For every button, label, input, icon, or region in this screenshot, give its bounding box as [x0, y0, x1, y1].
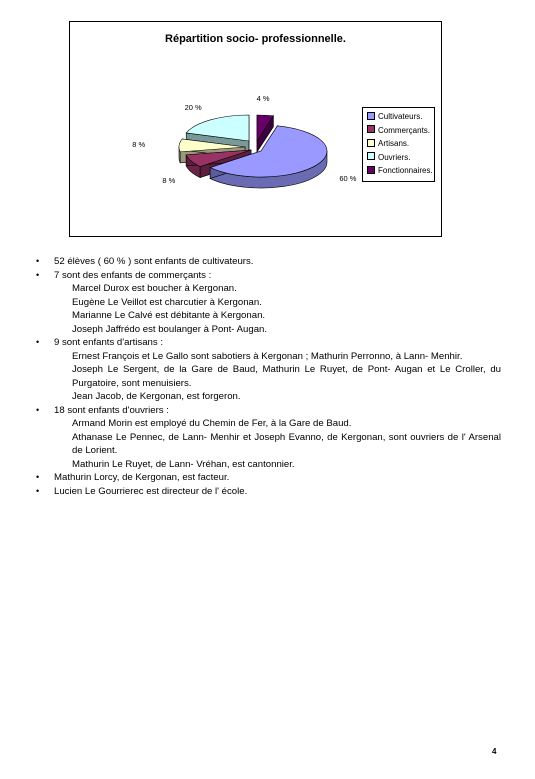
- list-subitem: Marianne Le Calvé est débitante à Kergonan.: [72, 310, 266, 321]
- document-body: [36, 255, 501, 498]
- legend-swatch: [367, 166, 375, 174]
- list-item: [36, 255, 501, 269]
- list-item-text: Lucien Le Gourrierec est directeur de l' école.: [54, 485, 248, 497]
- list-item-text: Mathurin Lorcy, de Kergonan, est facteur.: [54, 472, 230, 483]
- list-subitem: Eugène Le Veillot est charcutier à Kergonan.: [72, 296, 262, 308]
- bullet-icon: •: [36, 256, 40, 266]
- list-subitem: Mathurin Le Ruyet, de Lann- Vréhan, est cantonnier.: [72, 458, 295, 470]
- pie-value-label: 8 %: [162, 175, 176, 185]
- list-item: [36, 269, 501, 337]
- list-item-text: 9 sont enfants d'artisans :: [54, 337, 164, 348]
- list-item-text: 52 élèves ( 60 % ) sont enfants de cultivateurs.: [54, 256, 254, 267]
- chart-area: [69, 21, 442, 237]
- legend-swatch: [367, 112, 375, 120]
- list-subitem: Athanase Le Pennec, de Lann- Menhir et Joseph Evanno, de Kergonan, sont ouvriers de l' Arsenal de Lorient.: [72, 431, 501, 456]
- list-subitem: Joseph Le Sergent, de la Gare de Baud, Mathurin Le Ruyet, de Pont- Augan et Le Croller, du Purgatoire, sont menuisiers.: [72, 364, 501, 389]
- bullet-icon: •: [36, 485, 40, 496]
- legend-item: [367, 165, 433, 177]
- legend-swatch: [367, 152, 375, 160]
- pie-value-label: 8 %: [132, 139, 146, 149]
- page-number: 4: [492, 747, 497, 756]
- bullet-icon: •: [36, 269, 40, 280]
- legend-label: Artisans.: [378, 139, 410, 148]
- list-subitem: Armand Morin est employé du Chemin de Fer, à la Gare de Baud.: [72, 418, 352, 429]
- legend-label: Commerçants.: [378, 125, 431, 135]
- list-subitem: Jean Jacob, de Kergonan, est forgeron.: [72, 391, 241, 402]
- legend-swatch: [367, 139, 375, 147]
- pie-value-label: 20 %: [184, 102, 202, 112]
- legend-item: [367, 125, 430, 137]
- legend-item: [367, 138, 409, 150]
- pie-value-label: 60 %: [339, 173, 357, 183]
- legend-swatch: [367, 125, 375, 133]
- legend-label: Cultivateurs.: [378, 112, 423, 121]
- list-item-text: 18 sont enfants d'ouvriers :: [54, 404, 169, 416]
- list-item-text: 7 sont des enfants de commerçants :: [54, 269, 212, 281]
- list-subitem: Marcel Durox est boucher à Kergonan.: [72, 283, 237, 294]
- chart-title: Répartition socio- professionnelle.: [165, 33, 346, 45]
- legend-label: Fonctionnaires.: [378, 166, 433, 175]
- list-subitem: Ernest François et Le Gallo sont sabotiers à Kergonan ; Mathurin Perronno, à Lann- Menhir.: [72, 350, 463, 362]
- bullet-icon: •: [36, 337, 40, 347]
- chart-legend: [362, 107, 435, 182]
- legend-label: Ouvriers.: [378, 152, 411, 162]
- list-subitem: Joseph Jaffrédo est boulanger à Pont- Augan.: [72, 323, 268, 335]
- bullet-icon: •: [36, 404, 40, 415]
- list-item: [36, 471, 501, 485]
- bullet-icon: •: [36, 472, 40, 482]
- pie-value-label: 4 %: [256, 93, 270, 103]
- list-item: [36, 485, 501, 499]
- list-item: [36, 336, 501, 404]
- list-item: [36, 404, 501, 472]
- legend-item: [367, 152, 410, 164]
- legend-item: [367, 111, 422, 123]
